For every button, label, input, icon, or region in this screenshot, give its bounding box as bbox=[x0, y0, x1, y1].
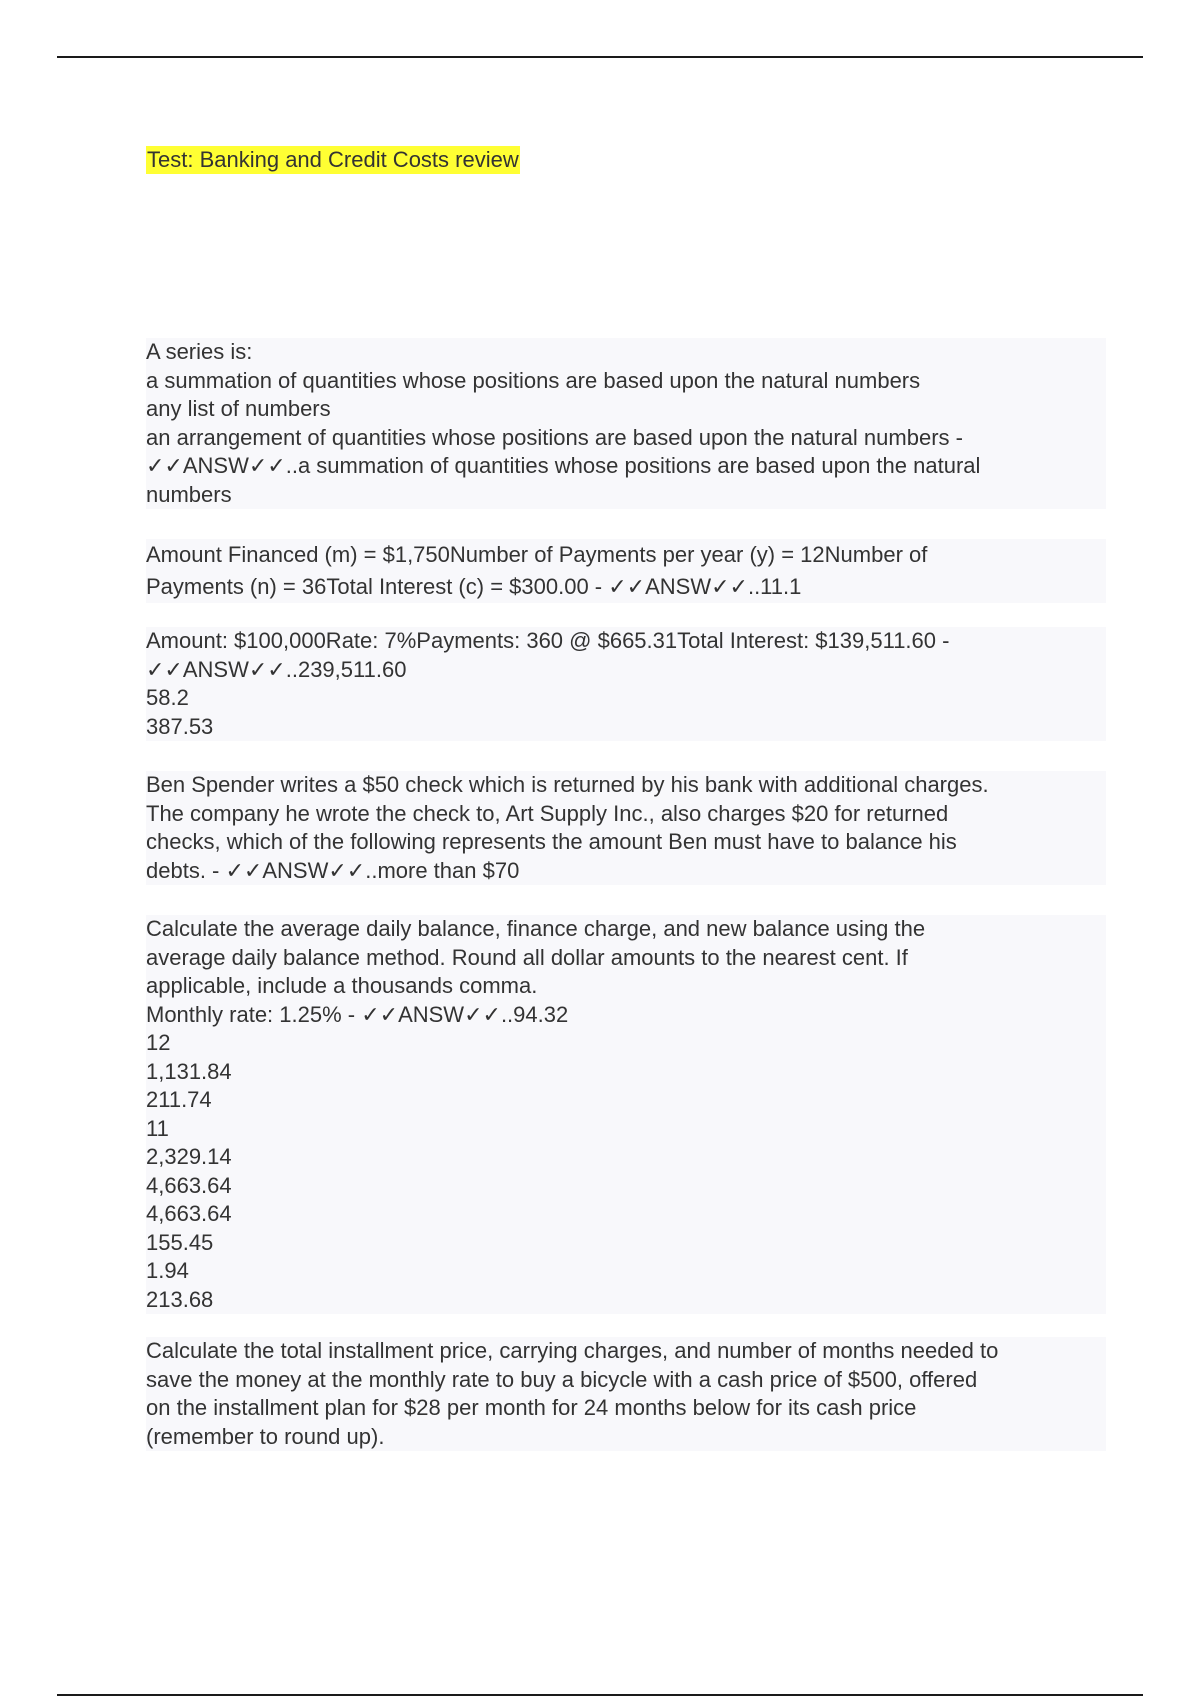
question-mortgage bbox=[146, 627, 1106, 741]
question-average-daily-balance bbox=[146, 915, 1106, 1314]
question-installment-price bbox=[146, 1337, 1106, 1451]
question-returned-check bbox=[146, 771, 1106, 885]
text-line: 4,663.64 bbox=[146, 1201, 232, 1226]
text-line: Ben Spender writes a $50 check which is returned by his bank with additional charges. bbox=[146, 772, 989, 797]
text-line: Monthly rate: 1.25% - ✓✓ANSW✓✓..94.32 bbox=[146, 1001, 569, 1027]
text-line: Amount Financed (m) = $1,750Number of Payments per year (y) = 12Number of bbox=[146, 542, 928, 567]
text-line: applicable, include a thousands comma. bbox=[146, 973, 538, 998]
text-line: 1,131.84 bbox=[146, 1058, 232, 1084]
text-line: on the installment plan for $28 per month for 24 months below for its cash price bbox=[146, 1395, 917, 1420]
text-line: 155.45 bbox=[146, 1229, 214, 1255]
document-title: Test: Banking and Credit Costs review bbox=[147, 147, 519, 172]
text-line: 2,329.14 bbox=[146, 1144, 232, 1169]
text-line: 58.2 bbox=[146, 685, 189, 710]
text-line: Calculate the average daily balance, finance charge, and new balance using the bbox=[146, 916, 926, 941]
text-line: any list of numbers bbox=[146, 396, 331, 421]
question-series bbox=[146, 338, 1106, 509]
question-amount-financed bbox=[146, 539, 1106, 603]
text-line: numbers bbox=[146, 481, 232, 507]
text-line: Amount: $100,000Rate: 7%Payments: 360 @ $665.31Total Interest: $139,511.60 - bbox=[146, 628, 950, 653]
text-line: The company he wrote the check to, Art Supply Inc., also charges $20 for returned bbox=[146, 800, 949, 826]
text-line: 1.94 bbox=[146, 1258, 189, 1283]
text-line: ✓✓ANSW✓✓..a summation of quantities whose positions are based upon the natural bbox=[146, 453, 981, 478]
header-rule bbox=[57, 56, 1143, 58]
text-line: ✓✓ANSW✓✓..239,511.60 bbox=[146, 656, 407, 682]
text-line: A series is: bbox=[146, 339, 253, 364]
text-line: checks, which of the following represents the amount Ben must have to balance his bbox=[146, 829, 957, 854]
text-line: 213.68 bbox=[146, 1286, 214, 1312]
text-line: a summation of quantities whose positions are based upon the natural numbers bbox=[146, 367, 921, 393]
text-line: Calculate the total installment price, carrying charges, and number of months needed to bbox=[146, 1338, 999, 1363]
text-line: 12 bbox=[146, 1030, 171, 1055]
text-line: 387.53 bbox=[146, 713, 214, 739]
text-line: 211.74 bbox=[146, 1087, 212, 1112]
text-line: an arrangement of quantities whose positions are based upon the natural numbers - bbox=[146, 424, 963, 450]
text-line: (remember to round up). bbox=[146, 1423, 385, 1449]
text-line: 11 bbox=[146, 1115, 169, 1141]
text-line: average daily balance method. Round all dollar amounts to the nearest cent. If bbox=[146, 944, 908, 970]
footer-rule bbox=[57, 1694, 1143, 1696]
text-line: Payments (n) = 36Total Interest (c) = $300.00 - ✓✓ANSW✓✓..11.1 bbox=[146, 574, 802, 599]
text-line: 4,663.64 bbox=[146, 1172, 232, 1198]
text-line: debts. - ✓✓ANSW✓✓..more than $70 bbox=[146, 857, 520, 883]
text-line: save the money at the monthly rate to buy a bicycle with a cash price of $500, offered bbox=[146, 1366, 978, 1392]
